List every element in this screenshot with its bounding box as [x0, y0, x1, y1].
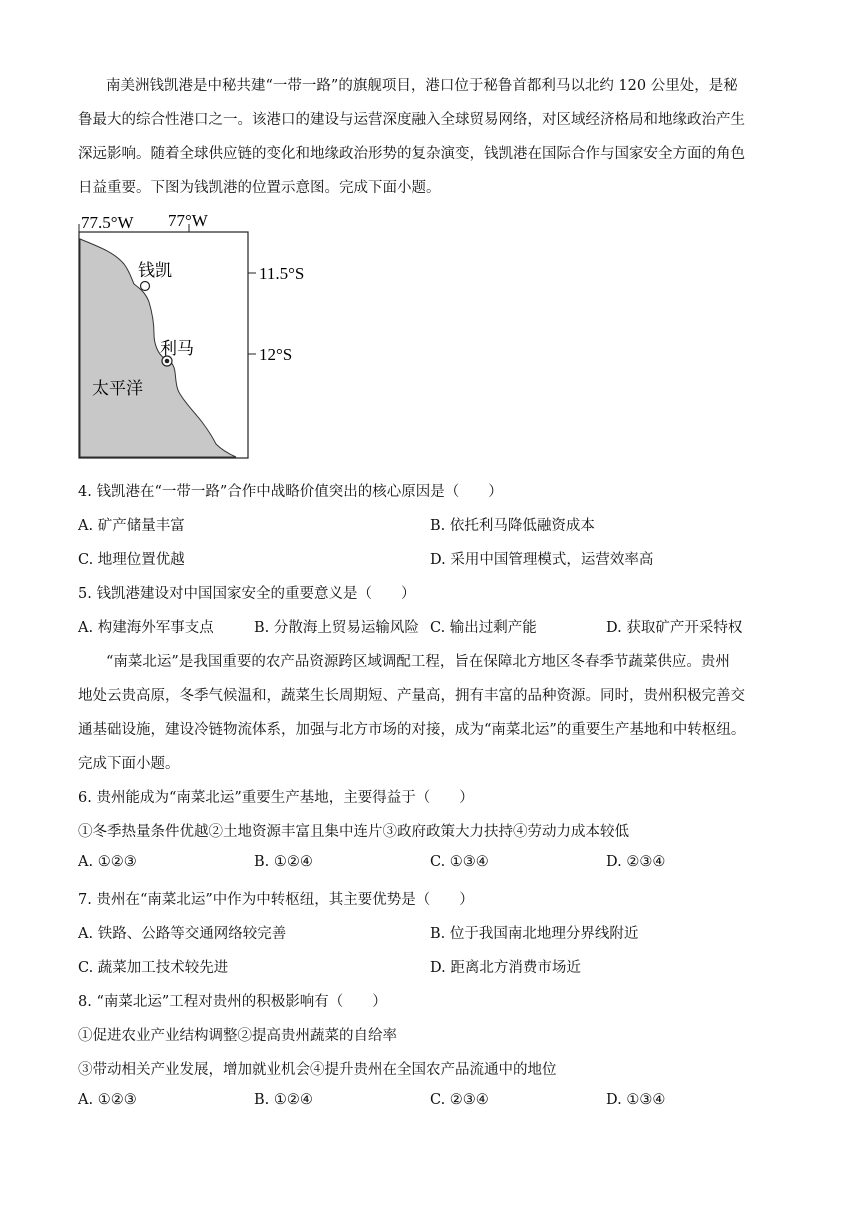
q7-option-b[interactable]: B. 位于我国南北地理分界线附近	[430, 926, 639, 942]
q8-items-line2: ③带动相关产业发展，增加就业机会④提升贵州在全国农产品流通中的地位	[78, 1062, 557, 1078]
port-marker	[141, 282, 150, 291]
q8-option-b[interactable]: B. ①②④	[254, 1092, 313, 1108]
q4-stem: 4. 钱凯港在“一带一路”合作中战略价值突出的核心原因是（ ）	[78, 484, 503, 500]
q8-items-line1: ①促进农业产业结构调整②提高贵州蔬菜的自给率	[78, 1028, 397, 1044]
q5-option-c[interactable]: C. 输出过剩产能	[430, 620, 537, 636]
q5-option-b[interactable]: B. 分散海上贸易运输风险	[254, 620, 419, 636]
q4-option-d[interactable]: D. 采用中国管理模式，运营效率高	[430, 552, 654, 568]
q7-option-c[interactable]: C. 蔬菜加工技术较先进	[78, 960, 229, 976]
q6-stem: 6. 贵州能成为“南菜北运”重要生产基地，主要得益于（ ）	[78, 790, 474, 806]
lon-right-label: 77°W	[168, 211, 208, 230]
passage1-line1: 南美洲钱凯港是中秘共建“一带一路”的旗舰项目，港口位于秘鲁首都利马以北约 120 公里处，是秘	[106, 78, 738, 94]
q4-option-a[interactable]: A. 矿产储量丰富	[78, 518, 185, 534]
ocean-label: 太平洋	[92, 379, 143, 399]
q6-option-d[interactable]: D. ②③④	[606, 854, 666, 870]
q6-items: ①冬季热量条件优越②土地资源丰富且集中连片③政府政策大力扶持④劳动力成本较低	[78, 824, 629, 840]
passage1-line2: 鲁最大的综合性港口之一。该港口的建设与运营深度融入全球贸易网络，对区域经济格局和地缘政治产生	[78, 112, 745, 128]
location-map	[72, 208, 332, 464]
passage2-line3: 通基础设施，建设冷链物流体系，加强与北方市场的对接，成为“南菜北运”的重要生产基地和中转枢纽。	[78, 722, 746, 738]
q5-option-d[interactable]: D. 获取矿产开采特权	[606, 620, 743, 636]
q6-option-b[interactable]: B. ①②④	[254, 854, 313, 870]
q7-option-a[interactable]: A. 铁路、公路等交通网络较完善	[78, 926, 287, 942]
q4-option-c[interactable]: C. 地理位置优越	[78, 552, 185, 568]
passage2-line2: 地处云贵高原，冬季气候温和，蔬菜生长周期短、产量高，拥有丰富的品种资源。同时，贵州积极完善交	[78, 688, 745, 704]
q6-option-c[interactable]: C. ①③④	[430, 854, 489, 870]
q6-option-a[interactable]: A. ①②③	[78, 854, 137, 870]
capital-label: 利马	[160, 339, 194, 359]
passage1-line4: 日益重要。下图为钱凯港的位置示意图。完成下面小题。	[78, 180, 441, 196]
q7-stem: 7. 贵州在“南菜北运”中作为中转枢纽，其主要优势是（ ）	[78, 892, 474, 908]
lon-left-label: 77.5°W	[81, 213, 134, 232]
q8-stem: 8. “南菜北运”工程对贵州的积极影响有（ ）	[78, 994, 387, 1010]
port-label: 钱凯	[138, 261, 172, 281]
q4-option-b[interactable]: B. 依托利马降低融资成本	[430, 518, 595, 534]
passage1-line3: 深远影响。随着全球供应链的变化和地缘政治形势的复杂演变，钱凯港在国际合作与国家安全方面的角色	[78, 146, 745, 162]
map-svg	[72, 208, 332, 464]
q8-option-a[interactable]: A. ①②③	[78, 1092, 137, 1108]
q5-stem: 5. 钱凯港建设对中国国家安全的重要意义是（ ）	[78, 586, 416, 602]
q7-option-d[interactable]: D. 距离北方消费市场近	[430, 960, 581, 976]
capital-marker-inner	[165, 359, 170, 364]
q8-option-d[interactable]: D. ①③④	[606, 1092, 666, 1108]
q8-option-c[interactable]: C. ②③④	[430, 1092, 489, 1108]
passage2-line1: “南菜北运”是我国重要的农产品资源跨区域调配工程，旨在保障北方地区冬春季节蔬菜供应。贵州	[106, 654, 730, 670]
lat-bottom-label: 12°S	[259, 345, 293, 364]
passage2-line4: 完成下面小题。	[78, 756, 180, 772]
lat-top-label: 11.5°S	[259, 264, 305, 283]
q5-option-a[interactable]: A. 构建海外军事支点	[78, 620, 214, 636]
